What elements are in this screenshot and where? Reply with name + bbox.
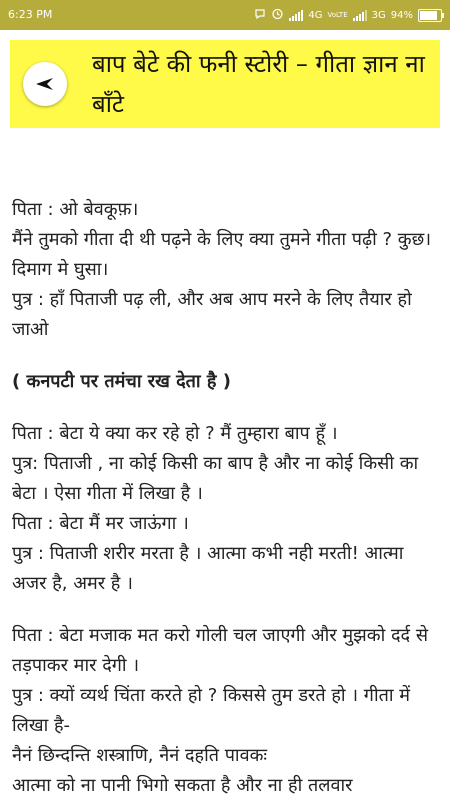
story-content xyxy=(12,195,442,801)
status-icons xyxy=(254,7,442,23)
battery-icon xyxy=(418,9,442,22)
network-type-2: 3G xyxy=(371,9,386,21)
story-line: आत्मा को ना पानी भिगो सकता है और ना ही तलवार xyxy=(12,775,353,796)
battery-percent: 94% xyxy=(390,9,413,21)
status-bar xyxy=(0,0,450,30)
story-line: पिता : बेटा मैं मर जाऊंगा । xyxy=(12,513,189,534)
story-line: नैनं छिन्दन्ति शस्त्राणि, नैनं दहति पावकः xyxy=(12,745,268,766)
story-line: पुत्र : क्यों व्यर्थ चिंता करते हो ? किससे तुम डरते हो । गीता में लिखा है- xyxy=(12,685,411,736)
story-line: पिता : ओ बेवकूफ़। xyxy=(12,199,139,220)
story-line: पिता : बेटा मजाक मत करो गोली चल जाएगी और मुझको दर्द से तड़पाकर मार देगी । xyxy=(12,625,429,676)
back-button[interactable] xyxy=(23,62,67,106)
alarm-icon xyxy=(271,7,284,23)
network-type-1: 4G xyxy=(308,9,323,21)
status-time: 6:23 PM xyxy=(8,8,53,21)
story-line: पिता : बेटा ये क्या कर रहे हो ? मैं तुम्हारा बाप हूँ । xyxy=(12,423,338,444)
story-line: पुत्र : हाँ पिताजी पढ़ ली, और अब आप मरने के लिए तैयार हो जाओ xyxy=(12,289,412,340)
title-banner xyxy=(10,40,440,128)
page-title: बाप बेटे की फनी स्टोरी – गीता ज्ञान ना बाँटे xyxy=(92,50,425,118)
battery-fill xyxy=(420,11,437,20)
volte-badge: VoLTE xyxy=(327,11,348,19)
story-line: पुत्र : पिताजी शरीर मरता है । आत्मा कभी नही मरती! आत्मा अजर है, अमर है । xyxy=(12,543,404,594)
signal-icon xyxy=(289,10,303,21)
story-line: पुत्र: पिताजी , ना कोई किसी का बाप है और ना कोई किसी का बेटा । ऐसा गीता में लिखा है । xyxy=(12,453,419,504)
story-line: मैंने तुमको गीता दी थी पढ़ने के लिए क्या तुमने गीता पढ़ी ? कुछ। दिमाग मे घुसा। xyxy=(12,229,432,280)
back-arrow-icon xyxy=(35,77,55,91)
notification-icon xyxy=(254,8,266,23)
stage-direction: ( कनपटी पर तमंचा रख देता है ) xyxy=(12,371,231,392)
signal-icon xyxy=(353,10,367,21)
